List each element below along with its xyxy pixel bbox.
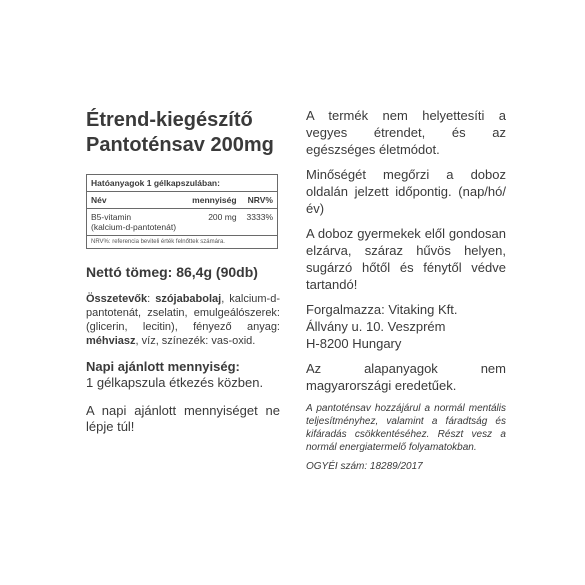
- table-header-nrv: NRV%: [241, 192, 278, 209]
- daily-dose-text: 1 gélkapszula étkezés közben.: [86, 375, 264, 390]
- vitamin-name: B5-vitamin: [91, 212, 132, 222]
- right-column: [306, 104, 506, 473]
- ogyei-number: OGYÉI szám: 18289/2017: [306, 461, 423, 472]
- distributor-line2: Állvány u. 10. Veszprém: [306, 319, 446, 334]
- distributor-line1: Forgalmazza: Vitaking Kft.: [306, 302, 458, 317]
- ingredients-part2: , víz, színezék: vas-oxid.: [135, 335, 256, 347]
- table-footnote: NRV%: referencia beviteli érték felnőttek számára.: [91, 239, 225, 245]
- best-before-notice: Minőségét megőrzi a doboz oldalán jelzett időpontig. (nap/hó/év): [306, 167, 506, 216]
- ingredients-label: Összetevők: [86, 293, 148, 305]
- vitamin-nrv: 3333%: [241, 209, 278, 236]
- nutrition-table: [86, 174, 278, 249]
- table-caption: Hatóanyagok 1 gélkapszulában:: [87, 175, 278, 192]
- allergen-soy: szójababolaj: [155, 293, 222, 305]
- product-title-line2: Pantoténsav 200mg: [86, 134, 274, 156]
- distributor-line3: H-8200 Hungary: [306, 336, 402, 351]
- health-claim: A pantoténsav hozzájárul a normál mentális teljesítményhez, valamint a fáradtság és kifáradás csökkentéséhez. Részt vesz a normál energiatermelő folyamatokban.: [306, 403, 506, 453]
- ingredients: [86, 292, 280, 348]
- table-row-name: [87, 209, 186, 236]
- left-column: [86, 104, 280, 435]
- diet-notice: A termék nem helyettesíti a vegyes étrendet, és az egészséges életmódot.: [306, 108, 506, 157]
- ingredients-colon: :: [147, 293, 156, 305]
- product-title-line1: Étrend-kiegészítő: [86, 109, 253, 131]
- table-header-name: Név: [87, 192, 186, 209]
- storage-notice: A doboz gyermekek elől gondosan elzárva, száraz hűvös helyen, sugárzó hőtől és fénytől védve tartandó!: [306, 226, 506, 292]
- table-header-amount: mennyiség: [185, 192, 240, 209]
- allergen-beeswax: méhviasz: [86, 335, 136, 347]
- distributor: [306, 301, 506, 352]
- vitamin-subname: (kalcium-d-pantotenát): [91, 222, 177, 232]
- daily-dose-title: Napi ajánlott mennyiség:: [86, 359, 240, 374]
- origin-notice: Az alapanyagok nem magyarországi eredetűek.: [306, 361, 506, 393]
- net-weight: Nettó tömeg: 86,4g (90db): [86, 264, 258, 280]
- ingredients-part1: , kalcium-d-pantotenát, zselatin, emulgeálószerek: (glicerin, lecitin), fényező anyag:: [86, 293, 280, 333]
- dose-warning: A napi ajánlott mennyiséget ne lépje túl!: [86, 403, 280, 434]
- vitamin-amount: 200 mg: [185, 209, 240, 236]
